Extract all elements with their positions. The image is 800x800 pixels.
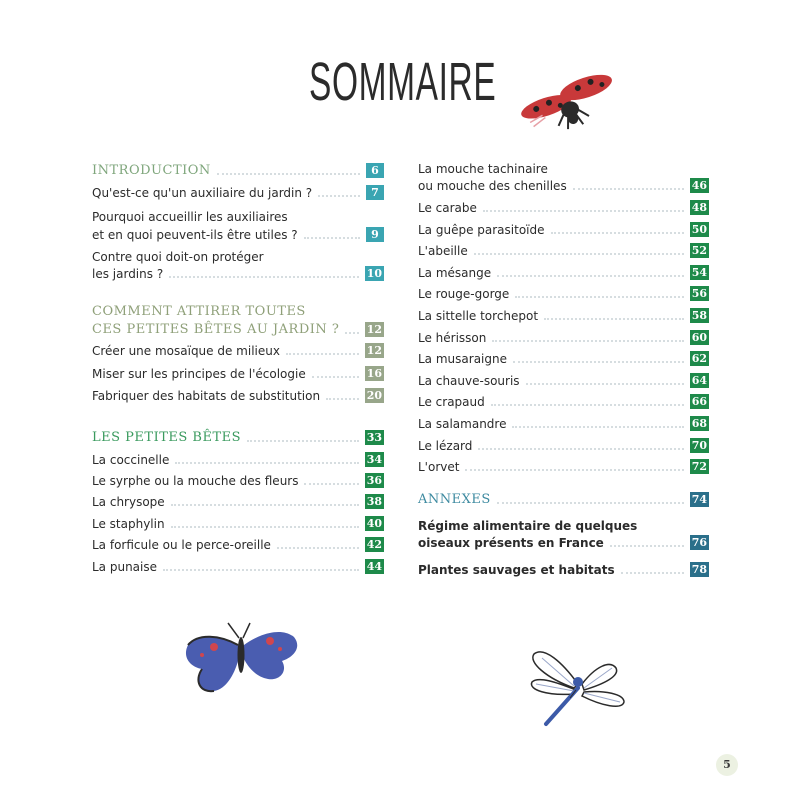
toc-item[interactable]: les jardins ? 10: [92, 267, 382, 281]
toc-item[interactable]: La coccinelle 34: [92, 453, 382, 467]
page-badge: 44: [366, 560, 382, 573]
page-number: 5: [716, 754, 738, 776]
page-badge: 78: [691, 563, 707, 576]
toc-item[interactable]: Le syrphe ou la mouche des fleurs 36: [92, 474, 382, 488]
page-badge: 12: [366, 344, 382, 357]
toc-item[interactable]: Le hérisson 60: [418, 331, 707, 345]
toc-item[interactable]: Le crapaud 66: [418, 395, 707, 409]
toc-item[interactable]: La musaraigne 62: [418, 352, 707, 366]
page-badge: 36: [366, 474, 382, 487]
toc-heading-attirer-line[interactable]: COMMENT ATTIRER TOUTES: [92, 304, 306, 319]
page-badge: 56: [691, 287, 707, 300]
toc-item[interactable]: La mésange 54: [418, 266, 707, 280]
toc-item[interactable]: Miser sur les principes de l'écologie 16: [92, 367, 382, 381]
toc-item[interactable]: La chauve-souris 64: [418, 374, 707, 388]
page-badge: 64: [691, 374, 707, 387]
page-badge: 66: [691, 395, 707, 408]
page-badge: 40: [366, 517, 382, 530]
page-badge: 60: [691, 331, 707, 344]
page-badge: 9: [366, 227, 384, 242]
page-badge: 10: [366, 267, 382, 280]
page-badge: 20: [366, 389, 382, 402]
page-badge: 50: [691, 223, 707, 236]
toc-item[interactable]: ou mouche des chenilles 46: [418, 179, 707, 193]
butterfly-icon: [180, 605, 305, 700]
toc-item[interactable]: Fabriquer des habitats de substitution 20: [92, 389, 382, 403]
toc-item[interactable]: L'abeille 52: [418, 244, 707, 258]
toc-item[interactable]: Qu'est-ce qu'un auxiliaire du jardin ? 7: [92, 184, 384, 202]
toc-item[interactable]: Créer une mosaïque de milieux 12: [92, 344, 382, 358]
page-badge: 72: [691, 460, 707, 473]
page-badge: 12: [366, 323, 382, 336]
toc-item[interactable]: Le carabe 48: [418, 201, 707, 215]
toc-item[interactable]: La salamandre 68: [418, 417, 707, 431]
page-badge: 16: [366, 367, 382, 380]
page-badge: 7: [366, 185, 384, 200]
toc-item-line[interactable]: Contre quoi doit-on protéger: [92, 250, 264, 264]
dragonfly-icon: [512, 632, 637, 732]
page-badge: 38: [366, 495, 382, 508]
page-badge: 58: [691, 309, 707, 322]
page-badge: 42: [366, 538, 382, 551]
toc-item[interactable]: La guêpe parasitoïde 50: [418, 223, 707, 237]
toc-heading-attirer[interactable]: CES PETITES BÊTES AU JARDIN ? 12: [92, 322, 382, 337]
toc-item[interactable]: L'orvet 72: [418, 460, 707, 474]
ladybug-icon: [515, 60, 620, 135]
toc-item[interactable]: Plantes sauvages et habitats 78: [418, 563, 707, 577]
toc-item[interactable]: La chrysope 38: [92, 495, 382, 509]
toc-item[interactable]: oiseaux présents en France 76: [418, 536, 707, 550]
page-badge: 74: [691, 493, 707, 506]
toc-item[interactable]: et en quoi peuvent-ils être utiles ? 9: [92, 226, 384, 244]
page-badge: 48: [691, 201, 707, 214]
toc-heading-introduction[interactable]: INTRODUCTION 6: [92, 162, 384, 180]
toc-heading-annexes[interactable]: ANNEXES 74: [418, 492, 707, 507]
page-badge: 76: [691, 536, 707, 549]
toc-item[interactable]: La forficule ou le perce-oreille 42: [92, 538, 382, 552]
page-badge: 68: [691, 417, 707, 430]
page-badge: 46: [691, 179, 707, 192]
toc-item-line[interactable]: Pourquoi accueillir les auxiliaires: [92, 210, 288, 224]
page-badge: 6: [366, 163, 384, 178]
page-badge: 62: [691, 352, 707, 365]
toc-heading-petites-betes[interactable]: LES PETITES BÊTES 33: [92, 430, 382, 445]
toc-item-line[interactable]: Régime alimentaire de quelques: [418, 519, 638, 533]
page-badge: 34: [366, 453, 382, 466]
toc-item[interactable]: La sittelle torchepot 58: [418, 309, 707, 323]
page-badge: 54: [691, 266, 707, 279]
toc-item-line[interactable]: La mouche tachinaire: [418, 162, 548, 176]
toc-item[interactable]: Le rouge-gorge 56: [418, 287, 707, 301]
page-title: SOMMAIRE: [309, 52, 497, 112]
page-badge: 52: [691, 244, 707, 257]
page-badge: 70: [691, 439, 707, 452]
page-badge: 33: [366, 431, 382, 444]
toc-item[interactable]: Le lézard 70: [418, 439, 707, 453]
toc-item[interactable]: La punaise 44: [92, 560, 382, 574]
toc-item[interactable]: Le staphylin 40: [92, 517, 382, 531]
